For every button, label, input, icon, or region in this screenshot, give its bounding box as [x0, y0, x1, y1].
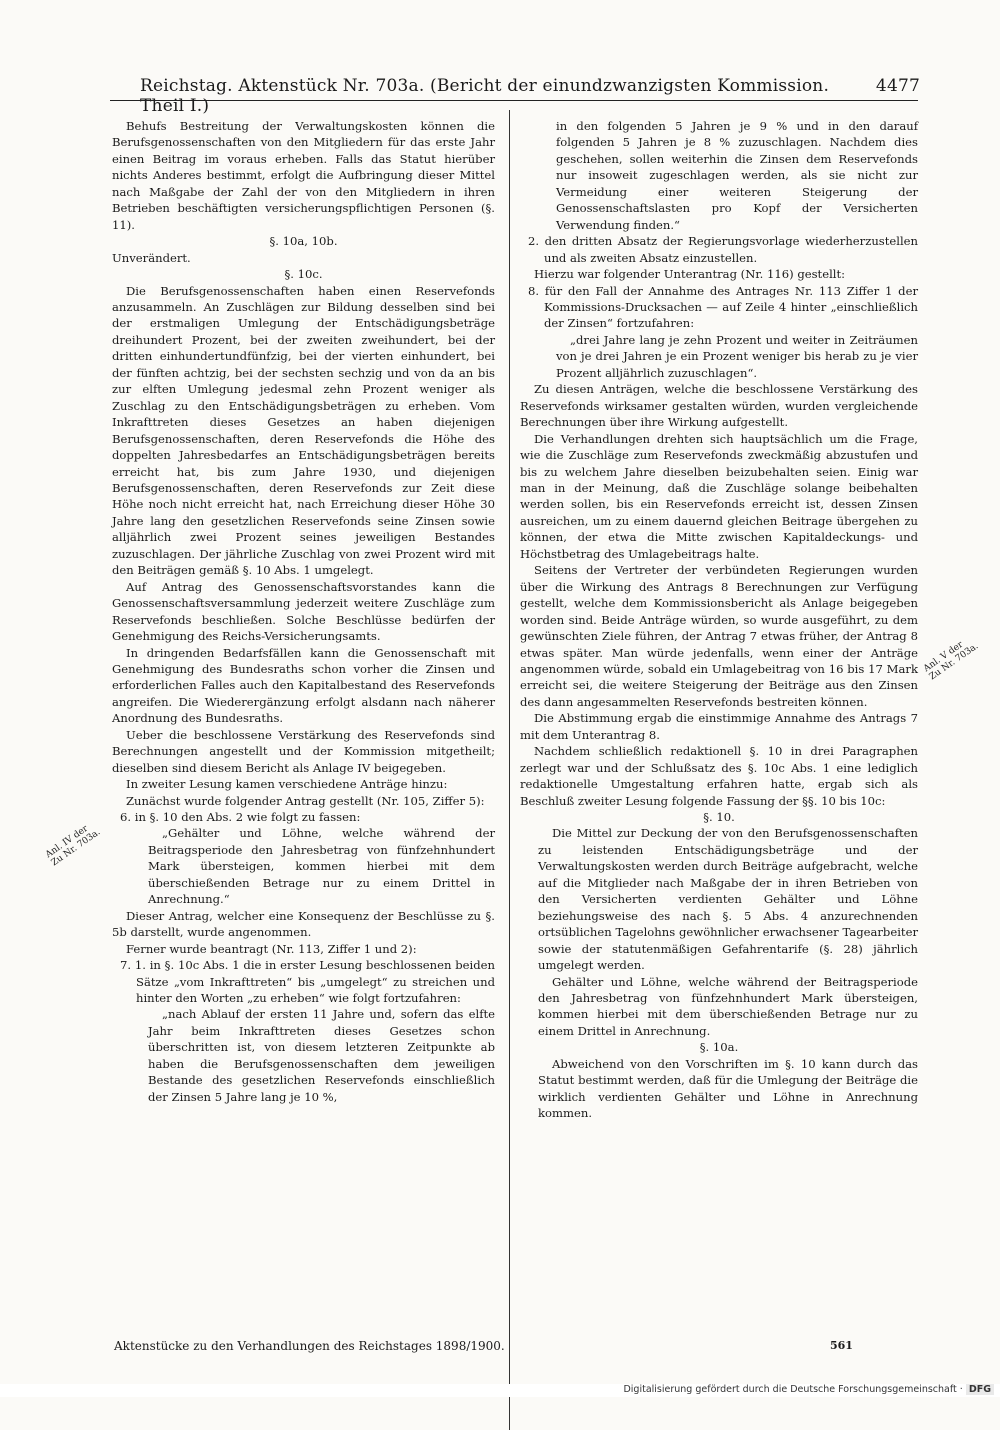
section-heading: §. 10a, 10b.	[269, 234, 338, 249]
paragraph: Nachdem schließlich redaktionell §. 10 in drei Paragraphen zerlegt war und der Schlußsatz des §. 10c Abs. 1 eine lediglich redaktionelle Umgestaltung erfahren hatte, ergab sich als Beschluß zweiter Lesung folgende Fassung der §§. 10 bis 10c:	[520, 744, 918, 808]
section-heading: §. 10.	[703, 810, 735, 825]
section-heading: §. 10a.	[699, 1040, 739, 1055]
quote: in den folgenden 5 Jahren je 9 % und in den darauf folgenden 5 Jahren je 8 % zuzuschlagen. Nachdem dies geschehen, sollen weiterhin die Zinsen dem Reservefonds nur insoweit zugeschlagen werden, als sie nicht zur Vermeidung einer weiteren Steigerung der Genossenschaftslasten pro Kopf der Versicherten Verwendung finden.“	[556, 119, 918, 232]
right-column	[520, 118, 918, 1122]
paragraph: Die Mittel zur Deckung der von den Berufsgenossenschaften zu leistenden Entschädigungsbeträge und der Verwaltungskosten werden durch Beiträge aufgebracht, welche auf die Mitglieder nach Maßgabe der in ihren Betrieben von den Versicherten verdienten Gehälter und Löhne beziehungsweise des nach §. 5 Abs. 4 anzurechnenden ortsüblichen Tagelohns gewöhnlicher erwachsener Tagearbeiter sowie der statutenmäßigen Gefahrentarife (§. 28) jährlich umgelegt werden.	[538, 826, 918, 973]
page-header	[140, 76, 920, 116]
paragraph: Ueber die beschlossene Verstärkung des Reservefonds sind Berechnungen angestellt und der Kommission mitgetheilt; dieselben sind diesem Bericht als Anlage IV beigegeben.	[112, 727, 495, 775]
quote: „Gehälter und Löhne, welche während der Beitragsperiode den Jahresbetrag von fünfzehnhundert Mark übersteigen, kommen hierbei mit dem überschießenden Betrage nur zu einem Drittel in Anrechnung.“	[148, 826, 495, 907]
list-item: 7. 1. in §. 10c Abs. 1 die in erster Lesung beschlossenen beiden Sätze „vom Inkrafttreten“ bis „umgelegt“ zu streichen und hinter den Worten „zu erheben“ wie folgt fortzufahren:	[120, 958, 495, 1006]
margin-note-right: Anl. V der Zu Nr. 703a.	[922, 639, 981, 683]
paragraph: In dringenden Bedarfsfällen kann die Genossenschaft mit Genehmigung des Bundesraths schon vorher die Zinsen und erforderlichen Falles auch den Kapitalbestand des Reservefonds angreifen. Die Wiederergänzung erfolgt alsdann nach näherer Anordnung des Bundesraths.	[112, 645, 495, 726]
paragraph: Zunächst wurde folgender Antrag gestellt (Nr. 105, Ziffer 5):	[126, 793, 485, 808]
paragraph: Hierzu war folgender Unterantrag (Nr. 116) gestellt:	[534, 267, 846, 282]
list-item: 2. den dritten Absatz der Regierungsvorlage wiederherzustellen und als zweiten Absatz einzustellen.	[528, 234, 918, 265]
paragraph: Dieser Antrag, welcher eine Konsequenz der Beschlüsse zu §. 5b darstellt, wurde angenommen.	[112, 908, 495, 940]
credit-text: Digitalisierung gefördert durch die Deutsche Forschungsgemeinschaft ·	[623, 1384, 963, 1395]
footer-sheet-number: 561	[830, 1339, 853, 1352]
paragraph: In zweiter Lesung kamen verschiedene Anträge hinzu:	[126, 777, 448, 792]
paragraph: Gehälter und Löhne, welche während der Beitragsperiode den Jahresbetrag von fünfzehnhundert Mark übersteigen, kommen hierbei mit dem überschießenden Betrage nur zu einem Drittel in Anrechnung.	[538, 974, 918, 1038]
margin-note-left: Anl. IV der Zu Nr. 703a.	[44, 823, 103, 869]
paragraph: Ferner wurde beantragt (Nr. 113, Ziffer 1 und 2):	[126, 941, 417, 956]
page-number: 4477	[875, 76, 920, 96]
section-heading: §. 10c.	[284, 267, 323, 282]
paragraph: Die Berufsgenossenschaften haben einen Reservefonds anzusammeln. An Zuschlägen zur Bildung desselben sind bei der erstmaligen Umlegung der Entschädigungsbeträge dreihundert Prozent, bei der zweiten zweihundert, bei der dritten einhundertundfünfzig, bei der vierten einhundert, bei der fünften achtzig, bei der sechsten sechzig und von da an bis zur elften Umlegung jedesmal zehn Prozent weniger als Zuschlag zu den Entschädigungsbeträgen zu erheben. Vom Inkrafttreten dieses Gesetzes an haben diejenigen Berufsgenossenschaften, deren Reservefonds die Höhe des doppelten Jahresbedarfes an Entschädigungsbeträgen bereits erreicht hat, bis zum Jahre 1930, und diejenigen Berufsgenossenschaften, deren Reservefonds zur Zeit diese Höhe noch nicht erreicht hat, nach Erreichung dieser Höhe 30 Jahre lang den gesetzlichen Reservefonds seine Zinsen sowie alljährlich zwei Prozent seines jeweiligen Bestandes zuzuschlagen. Der jährliche Zuschlag von zwei Prozent wird mit den Beiträgen gemäß §. 10 Abs. 1 umgelegt.	[112, 283, 495, 578]
paragraph: Die Abstimmung ergab die einstimmige Annahme des Antrags 7 mit dem Unterantrag 8.	[520, 711, 918, 742]
dfg-logo: DFG	[966, 1384, 994, 1395]
paragraph: Zu diesen Anträgen, welche die beschlossene Verstärkung des Reservefonds wirksamer gestalten würden, wurden vergleichende Berechnungen über ihre Wirkung aufgestellt.	[520, 382, 918, 430]
paragraph: Abweichend von den Vorschriften im §. 10 kann durch das Statut bestimmt werden, daß für die Umlegung der Beiträge die wirklich verdienten Gehälter und Löhne in Anrechnung kommen.	[538, 1056, 918, 1121]
paragraph: Unverändert.	[112, 250, 191, 265]
header-title: Reichstag. Aktenstück Nr. 703a. (Bericht der einundzwanzigsten Kommission. Theil I.)	[140, 76, 830, 116]
paragraph: Behufs Bestreitung der Verwaltungskosten können die Berufsgenossenschaften von den Mitgliedern für das erste Jahr einen Beitrag im voraus erheben. Falls das Statut hierüber nichts Anderes bestimmt, erfolgt die Aufbringung dieser Mittel nach Maßgabe der Zahl der von den Mitgliedern in ihren Betrieben beschäftigten versicherungspflichtigen Personen (§. 11).	[112, 119, 495, 232]
column-divider	[509, 110, 510, 1430]
digitization-credit	[623, 1384, 994, 1395]
quote: „drei Jahre lang je zehn Prozent und weiter in Zeiträumen von je drei Jahren je ein Prozent weniger bis herab zu je vier Prozent alljährlich zuzuschlagen“.	[556, 332, 918, 380]
list-item: 8. für den Fall der Annahme des Antrages Nr. 113 Ziffer 1 der Kommissions-Drucksachen — auf Zeile 4 hinter „einschließlich der Zinsen“ fortzufahren:	[528, 283, 918, 331]
footer-source: Aktenstücke zu den Verhandlungen des Reichstages 1898/1900.	[114, 1339, 505, 1353]
left-column	[112, 118, 495, 1105]
paragraph: Die Verhandlungen drehten sich hauptsächlich um die Frage, wie die Zuschläge zum Reservefonds zweckmäßig abzustufen und bis zu welchem Jahre dieselben beizubehalten seien. Einig war man in der Meinung, daß die Zuschläge solange beibehalten werden sollen, bis ein Reservefonds erreicht ist, dessen Zinsen ausreichen, um zu einem dauernd gleichen Beitrage übergehen zu können, der etwa die Mitte zwischen Kapitaldeckungs- und Höchstbetrag des Umlagebeitrags halte.	[520, 431, 918, 561]
quote: „nach Ablauf der ersten 11 Jahre und, sofern das elfte Jahr beim Inkrafttreten dieses Gesetzes schon überschritten ist, von diesem letzteren Zeitpunkte ab haben die Berufsgenossenschaften dem jeweiligen Bestande des gesetzlichen Reservefonds einschließlich der Zinsen 5 Jahre lang je 10 %,	[148, 1007, 495, 1104]
list-item: 6. in §. 10 den Abs. 2 wie folgt zu fassen:	[120, 810, 361, 825]
paragraph: Seitens der Vertreter der verbündeten Regierungen wurden über die Wirkung des Antrags 8 Berechnungen zur Verfügung gestellt, welche dem Kommissionsbericht als Anlage beigegeben worden sind. Beide Anträge würden, so wurde ausgeführt, zu dem gewünschten Ziele führen, der Antrag 7 etwas früher, der Antrag 8 etwas später. Man würde jedenfalls, wenn einer der Anträge angenommen würde, sobald ein Umlagebeitrag von 16 bis 17 Mark erreicht sei, die weitere Steigerung der Beiträge aus den Zinsen des dann angesammelten Reservefonds bestreiten können.	[520, 563, 918, 709]
header-rule	[110, 100, 918, 101]
paragraph: Auf Antrag des Genossenschaftsvorstandes kann die Genossenschaftsversammlung jederzeit weitere Zuschläge zum Reservefonds beschließen. Solche Beschlüsse bedürfen der Genehmigung des Reichs-Versicherungsamts.	[112, 579, 495, 644]
